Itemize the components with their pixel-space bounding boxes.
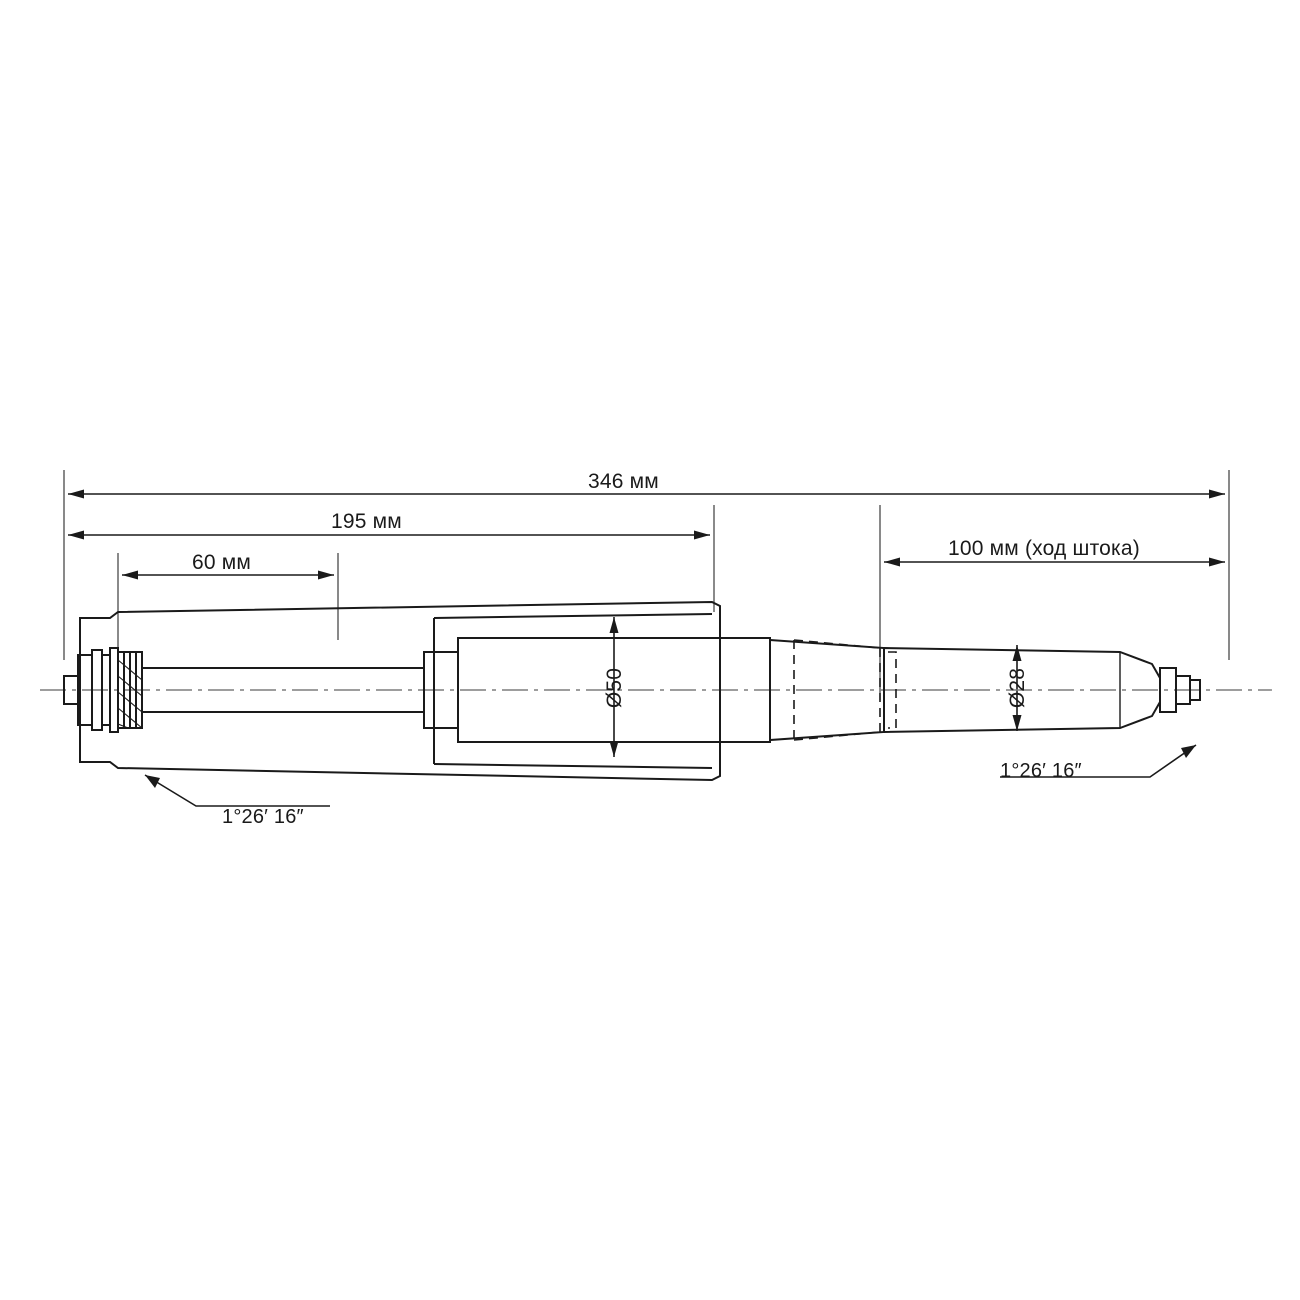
dimension-label-body-length: 195 мм bbox=[331, 510, 402, 533]
dimension-label-taper-length: 60 мм bbox=[192, 551, 252, 574]
dimension-label-total-length: 346 мм bbox=[588, 470, 659, 493]
dimension-label-diameter-28: Ø28 bbox=[1006, 667, 1029, 709]
dimension-arrows bbox=[68, 490, 1225, 758]
angle-label-right-cone: 1°26′ 16″ bbox=[1000, 760, 1082, 782]
dimension-label-stroke: 100 мм (ход штока) bbox=[948, 537, 1140, 560]
angle-label-left-cone: 1°26′ 16″ bbox=[222, 806, 304, 828]
dimension-label-diameter-50: Ø50 bbox=[603, 667, 626, 709]
extension-lines bbox=[64, 470, 1229, 700]
